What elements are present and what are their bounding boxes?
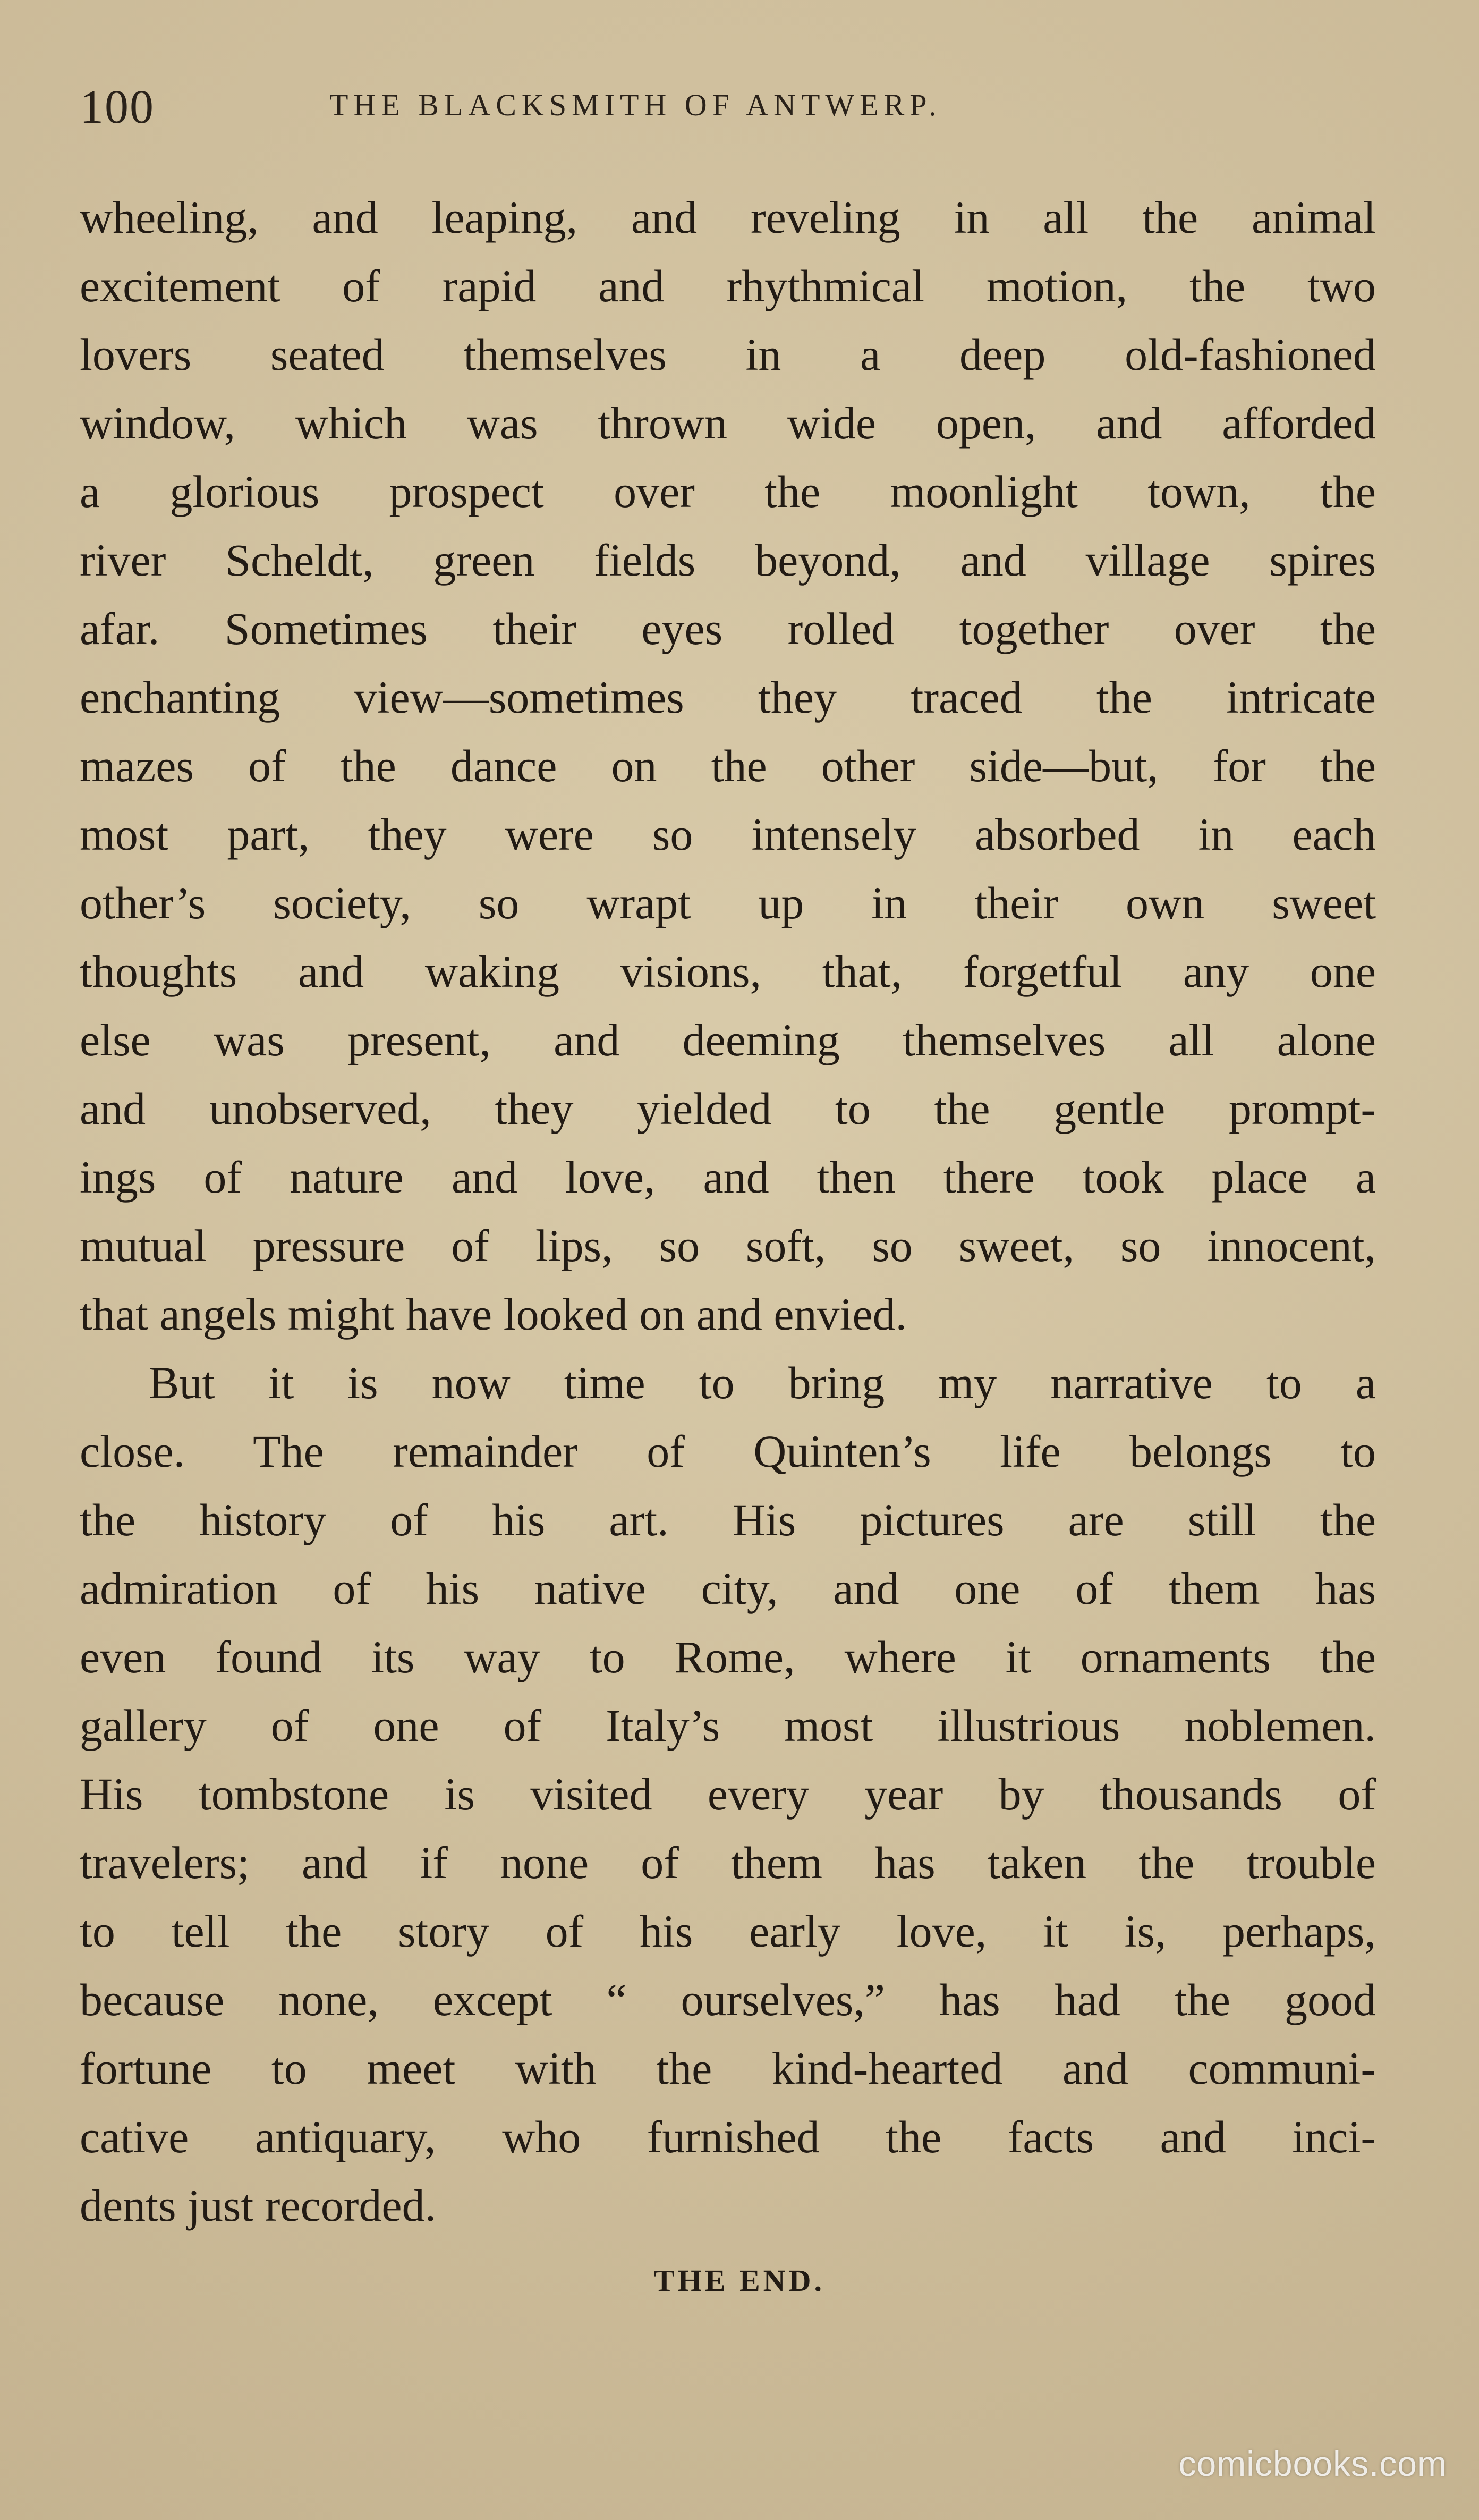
text-line: admiration of his native city, and one of them has bbox=[80, 1563, 1376, 1614]
text-line: the history of his art. His pictures are still the bbox=[80, 1494, 1376, 1545]
text-line: ings of nature and love, and then there took place a bbox=[80, 1152, 1376, 1203]
text-line: window, which was thrown wide open, and afforded bbox=[80, 398, 1376, 449]
paragraph-end-line: that angels might have looked on and envied. bbox=[80, 1289, 907, 1340]
text-line: travelers; and if none of them has taken the trouble bbox=[80, 1837, 1376, 1888]
text-line: enchanting view—sometimes they traced the intricate bbox=[80, 672, 1376, 723]
text-line: fortune to meet with the kind-hearted and communi- bbox=[80, 2043, 1376, 2094]
paragraph-end-line: dents just recorded. bbox=[80, 2180, 437, 2231]
text-line: lovers seated themselves in a deep old-fashioned bbox=[80, 329, 1376, 380]
text-line: and unobserved, they yielded to the gentle prompt- bbox=[80, 1083, 1376, 1134]
text-line: else was present, and deeming themselves all alone bbox=[80, 1014, 1376, 1065]
text-line: afar. Sometimes their eyes rolled together over the bbox=[80, 603, 1376, 654]
running-title: THE BLACKSMITH OF ANTWERP. bbox=[329, 88, 942, 122]
text-line: a glorious prospect over the moonlight town, the bbox=[80, 466, 1376, 517]
text-line: mazes of the dance on the other side—but, for the bbox=[80, 740, 1376, 791]
text-line: wheeling, and leaping, and reveling in all the animal bbox=[80, 192, 1376, 243]
text-line: river Scheldt, green fields beyond, and village spires bbox=[80, 535, 1376, 586]
the-end-heading: THE END. bbox=[654, 2263, 825, 2298]
text-line: gallery of one of Italy’s most illustrious noblemen. bbox=[80, 1700, 1376, 1751]
page-number: 100 bbox=[80, 81, 155, 133]
text-line: His tombstone is visited every year by thousands of bbox=[80, 1769, 1376, 1820]
text-line: thoughts and waking visions, that, forgetful any one bbox=[80, 946, 1376, 997]
text-line: mutual pressure of lips, so soft, so sweet, so innocent, bbox=[80, 1220, 1376, 1271]
body-text bbox=[80, 183, 1376, 2240]
text-line: because none, except “ ourselves,” has had the good bbox=[80, 1974, 1376, 2025]
text-line: excitement of rapid and rhythmical motion, the two bbox=[80, 260, 1376, 311]
text-line: even found its way to Rome, where it ornaments the bbox=[80, 1631, 1376, 1682]
paragraph-start-line: But it is now time to bring my narrative to a bbox=[149, 1357, 1376, 1408]
page-header bbox=[80, 80, 1376, 143]
text-line: other’s society, so wrapt up in their own sweet bbox=[80, 877, 1376, 928]
text-line: to tell the story of his early love, it is, perhaps, bbox=[80, 1906, 1376, 1957]
text-line: close. The remainder of Quinten’s life belongs to bbox=[80, 1426, 1376, 1477]
text-line: cative antiquary, who furnished the facts and inci- bbox=[80, 2111, 1376, 2162]
text-line: most part, they were so intensely absorbed in each bbox=[80, 809, 1376, 860]
watermark: comicbooks.com bbox=[1178, 2444, 1447, 2483]
